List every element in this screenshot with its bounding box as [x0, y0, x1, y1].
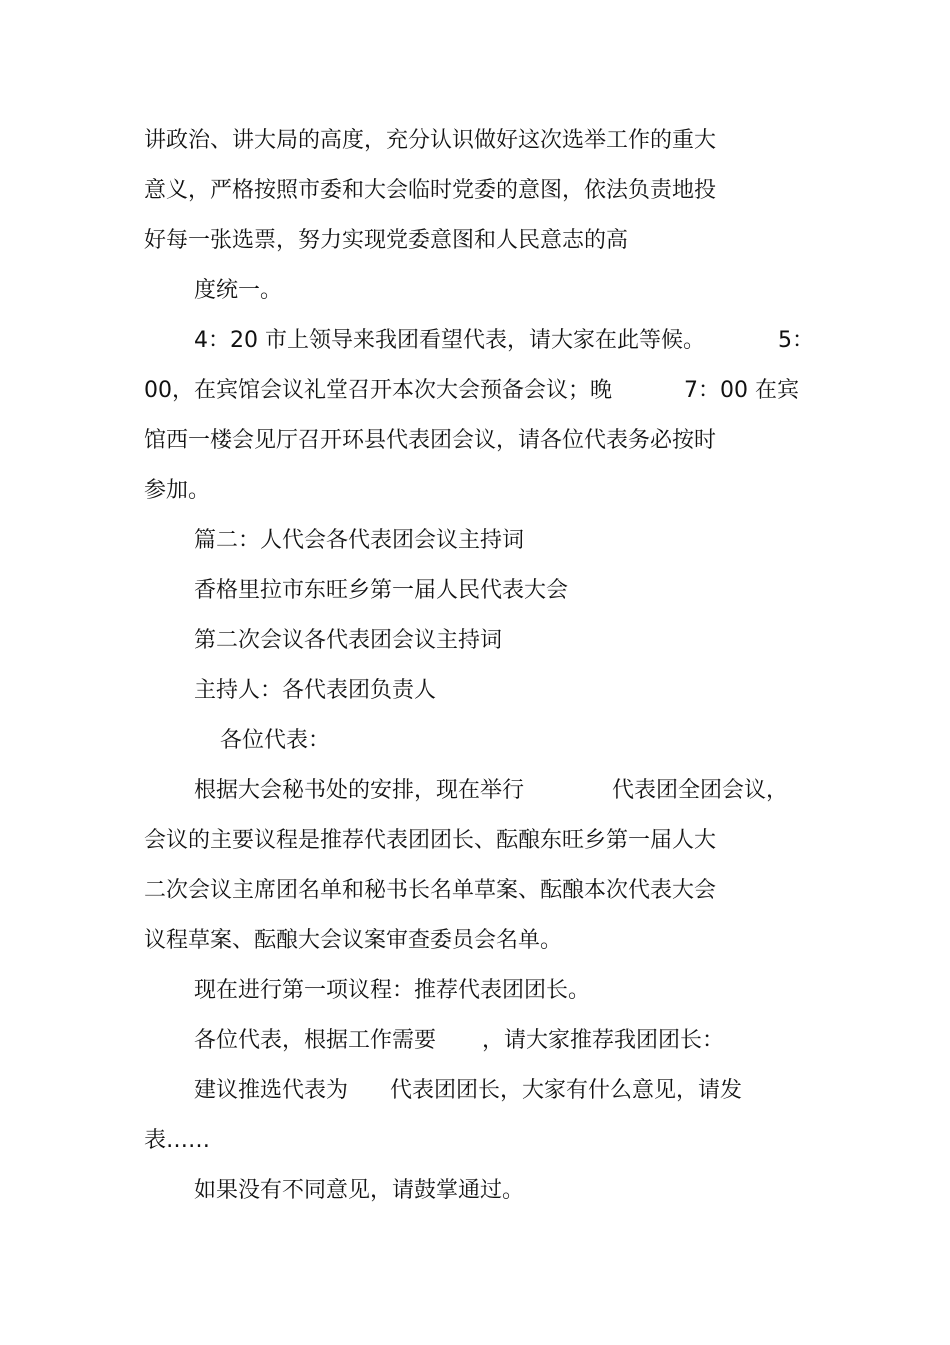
text-line: 各位代表，根据工作需要: [194, 1028, 437, 1053]
text-line: 好每一张选票，努力实现党委意图和人民意志的高: [144, 228, 629, 253]
text-line: 各位代表：: [220, 728, 331, 753]
text-line: 意义，严格按照市委和大会临时党委的意图，依法负责地投: [144, 178, 717, 203]
text-line: 5：: [778, 328, 814, 353]
text-line: 表……: [144, 1128, 211, 1153]
text-line: 现在进行第一项议程：推荐代表团团长。: [194, 978, 591, 1003]
text-line: 度统一。: [194, 278, 283, 303]
text-line: 如果没有不同意见，请鼓掌通过。: [194, 1178, 525, 1203]
text-line: 第二次会议各代表团会议主持词: [194, 628, 503, 653]
text-line: 香格里拉市东旺乡第一届人民代表大会: [194, 578, 569, 603]
text-line: 二次会议主席团名单和秘书长名单草案、酝酿本次代表大会: [144, 878, 717, 903]
text-line: 参加。: [144, 478, 211, 503]
text-line: ，请大家推荐我团团长：: [482, 1028, 725, 1053]
text-line: 根据大会秘书处的安排，现在举行: [194, 778, 525, 803]
text-line: 主持人：各代表团负责人: [194, 678, 437, 703]
text-line: 代表团全团会议，: [612, 778, 789, 803]
text-line: 议程草案、酝酿大会议案审查委员会名单。: [144, 928, 563, 953]
text-line: 00，在宾馆会议礼堂召开本次大会预备会议；晚: [144, 378, 612, 403]
text-line: 建议推选代表为: [194, 1078, 349, 1103]
text-line: 7：00 在宾: [684, 378, 799, 403]
text-line: 讲政治、讲大局的高度，充分认识做好这次选举工作的重大: [144, 128, 717, 153]
section-heading: 篇二：人代会各代表团会议主持词: [194, 528, 525, 553]
text-line: 4：20 市上领导来我团看望代表，请大家在此等候。: [194, 328, 705, 353]
text-line: 会议的主要议程是推荐代表团团长、酝酿东旺乡第一届人大: [144, 828, 717, 853]
text-line: 代表团团长，大家有什么意见，请发: [390, 1078, 743, 1103]
text-line: 馆西一楼会见厅召开环县代表团会议，请各位代表务必按时: [144, 428, 717, 453]
